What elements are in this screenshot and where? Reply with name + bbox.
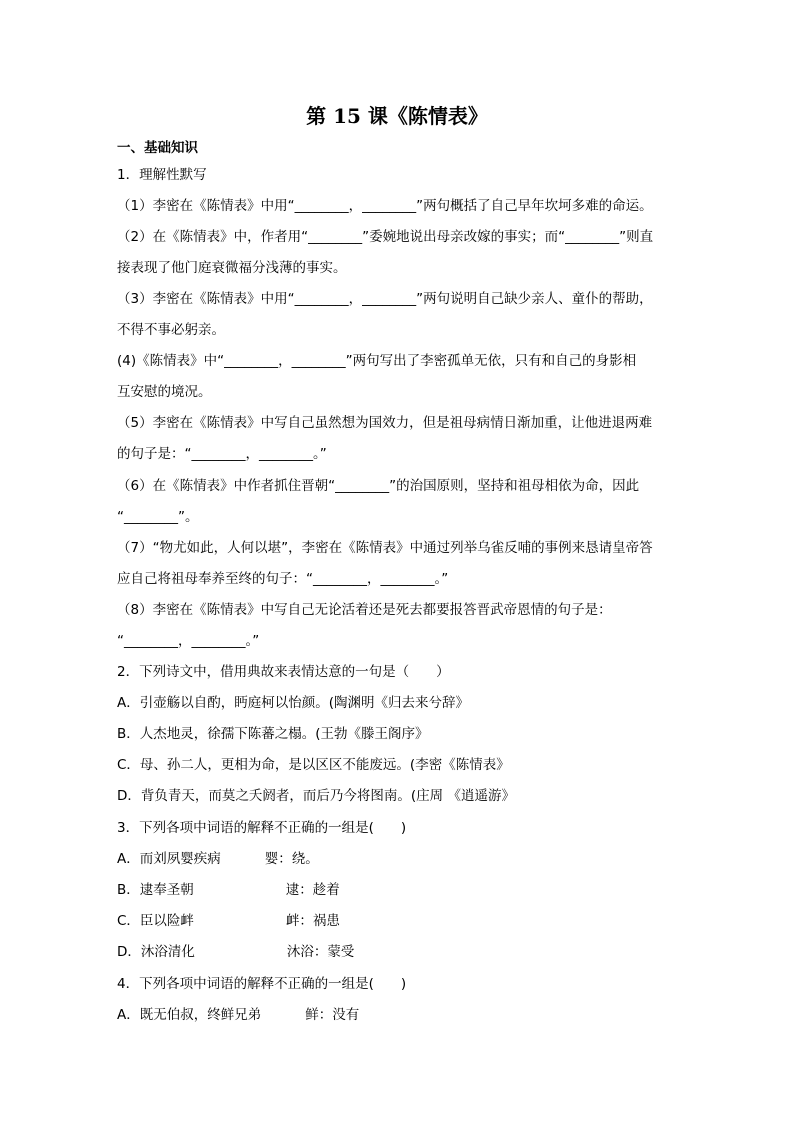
section-heading: 一、基础知识	[117, 140, 198, 156]
page-title: 第 15 课《陈情表》	[306, 104, 488, 128]
q1-item-2-cont: 接表现了他门庭衰微福分浅薄的事实。	[117, 260, 347, 276]
q1-item-6-cont: “________”。	[117, 509, 199, 525]
q4-option-a-phrase: A．既无伯叔，终鲜兄弟	[117, 1007, 262, 1023]
q3-option-c	[117, 911, 340, 931]
question-3-heading: 3．下列各项中词语的解释不正确的一组是( )	[117, 820, 407, 836]
q3-option-b-gloss: 逮：趁着	[285, 882, 340, 898]
q3-option-a	[117, 849, 319, 869]
q2-option-a: A．引壶觞以自酌，眄庭柯以怡颜。(陶渊明《归去来兮辞》	[117, 695, 470, 711]
q1-item-4: (4)《陈情表》中“________，________”两句写出了李密孤单无依，只有和自己的身影相	[117, 353, 637, 369]
q3-option-a-phrase: A．而刘夙婴疾病	[117, 851, 221, 867]
q3-option-b	[117, 880, 340, 900]
q1-item-5: （5）李密在《陈情表》中写自己虽然想为国效力，但是祖母病情日渐加重，让他进退两难	[117, 415, 653, 431]
q3-option-b-phrase: B．逮奉圣朝	[117, 882, 194, 898]
q1-item-5-cont: 的句子是：“________，________。”	[117, 446, 327, 462]
question-1-heading: 1．理解性默写	[117, 167, 207, 183]
q2-option-d: D．背负青天，而莫之夭阏者，而后乃今将图南。(庄周 《逍遥游》	[117, 788, 515, 804]
question-4-heading: 4．下列各项中词语的解释不正确的一组是( )	[117, 976, 407, 992]
q1-item-1: （1）李密在《陈情表》中用“________，________”两句概括了自己早年坎坷多难的命运。	[117, 198, 653, 214]
q3-option-d-phrase: D．沐浴清化	[117, 944, 195, 960]
q3-option-d	[117, 942, 354, 962]
q3-option-d-gloss: 沐浴：蒙受	[286, 944, 355, 960]
q3-option-c-gloss: 衅：祸患	[285, 913, 340, 929]
question-2-heading: 2．下列诗文中，借用典故来表情达意的一句是（ ）	[117, 664, 450, 680]
q3-option-c-phrase: C．臣以险衅	[117, 913, 194, 929]
q4-option-a	[117, 1005, 359, 1025]
q1-item-2: （2）在《陈情表》中，作者用“________”委婉地说出母亲改嫁的事实；而“________”则直	[117, 229, 654, 245]
q1-item-3: （3）李密在《陈情表》中用“________，________”两句说明自己缺少亲人、童仆的帮助，	[117, 291, 653, 307]
q2-option-c: C．母、孙二人，更相为命，是以区区不能废远。(李密《陈情表》	[117, 757, 510, 773]
q4-option-a-gloss: 鲜：没有	[305, 1007, 360, 1023]
q1-item-8: （8）李密在《陈情表》中写自己无论活着还是死去都要报答晋武帝恩情的句子是：	[117, 602, 612, 618]
q1-item-3-cont: 不得不事必躬亲。	[117, 322, 225, 338]
q1-item-7: （7）“物尤如此，人何以堪”，李密在《陈情表》中通过列举乌雀反哺的事例来恳请皇帝答	[117, 540, 653, 556]
q3-option-a-gloss: 婴：绕。	[264, 851, 319, 867]
q2-option-b: B．人杰地灵，徐孺下陈蕃之榻。(王勃《滕王阁序》	[117, 726, 429, 742]
q1-item-4-cont: 互安慰的境况。	[117, 384, 212, 400]
q1-item-7-cont: 应自己将祖母奉养至终的句子：“________，________。”	[117, 571, 449, 587]
q1-item-6: （6）在《陈情表》中作者抓住晋朝“________”的治国原则，坚持和祖母相依为命，因此	[117, 478, 640, 494]
q1-item-8-cont: “________，________。”	[117, 633, 260, 649]
